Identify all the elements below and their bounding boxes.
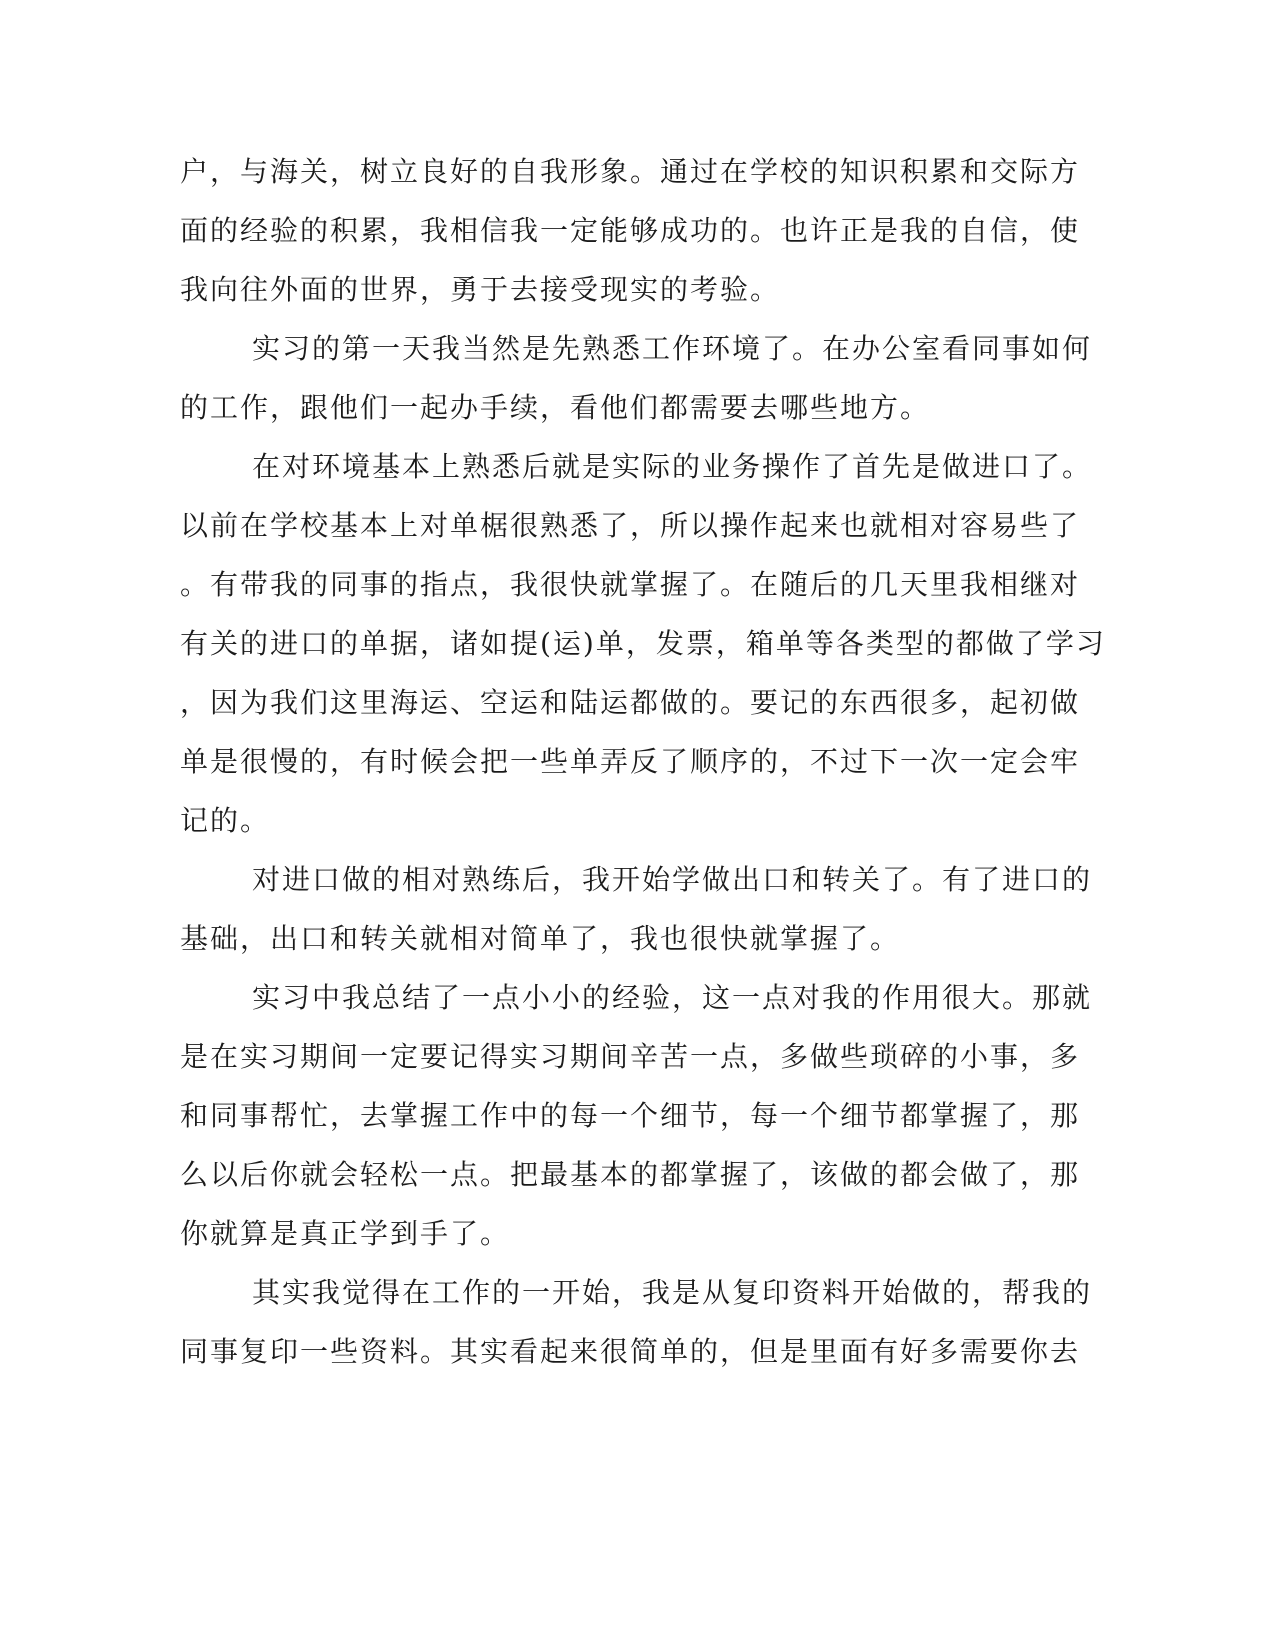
text-line: 记的。 — [180, 804, 271, 837]
text-line: 我向往外面的世界，勇于去接受现实的考验。 — [180, 273, 781, 306]
text-line: 户，与海关，树立良好的自我形象。通过在学校的知识积累和交际方 — [180, 155, 1081, 188]
text-line: 和同事帮忙，去掌握工作中的每一个细节，每一个细节都掌握了，那 — [180, 1099, 1081, 1132]
text-line: 的工作，跟他们一起办手续，看他们都需要去哪些地方。 — [180, 391, 931, 424]
paragraph-first-line: 实习的第一天我当然是先熟悉工作环境了。在办公室看同事如何 — [252, 332, 1093, 365]
text-line: 你就算是真正学到手了。 — [180, 1217, 511, 1250]
paragraph-first-line: 其实我觉得在工作的一开始，我是从复印资料开始做的，帮我的 — [252, 1276, 1093, 1309]
paragraph-first-line: 在对环境基本上熟悉后就是实际的业务操作了首先是做进口了。 — [252, 450, 1093, 483]
paragraph-first-line: 实习中我总结了一点小小的经验，这一点对我的作用很大。那就 — [252, 981, 1093, 1014]
text-line: 有关的进口的单据，诸如提(运)单，发票，箱单等各类型的都做了学习 — [180, 627, 1106, 660]
text-line: 单是很慢的，有时候会把一些单弄反了顺序的，不过下一次一定会牢 — [180, 745, 1081, 778]
text-line: 以前在学校基本上对单椐很熟悉了，所以操作起来也就相对容易些了 — [180, 509, 1081, 542]
text-line: 。有带我的同事的指点，我很快就掌握了。在随后的几天里我相继对 — [180, 568, 1081, 601]
text-line: 面的经验的积累，我相信我一定能够成功的。也许正是我的自信，使 — [180, 214, 1081, 247]
text-line: 么以后你就会轻松一点。把最基本的都掌握了，该做的都会做了，那 — [180, 1158, 1081, 1191]
text-line: 是在实习期间一定要记得实习期间辛苦一点，多做些琐碎的小事，多 — [180, 1040, 1081, 1073]
text-line: ，因为我们这里海运、空运和陆运都做的。要记的东西很多，起初做 — [180, 686, 1081, 719]
paragraph-first-line: 对进口做的相对熟练后，我开始学做出口和转关了。有了进口的 — [252, 863, 1093, 896]
text-line: 基础，出口和转关就相对简单了，我也很快就掌握了。 — [180, 922, 901, 955]
text-line: 同事复印一些资料。其实看起来很简单的，但是里面有好多需要你去 — [180, 1335, 1081, 1368]
